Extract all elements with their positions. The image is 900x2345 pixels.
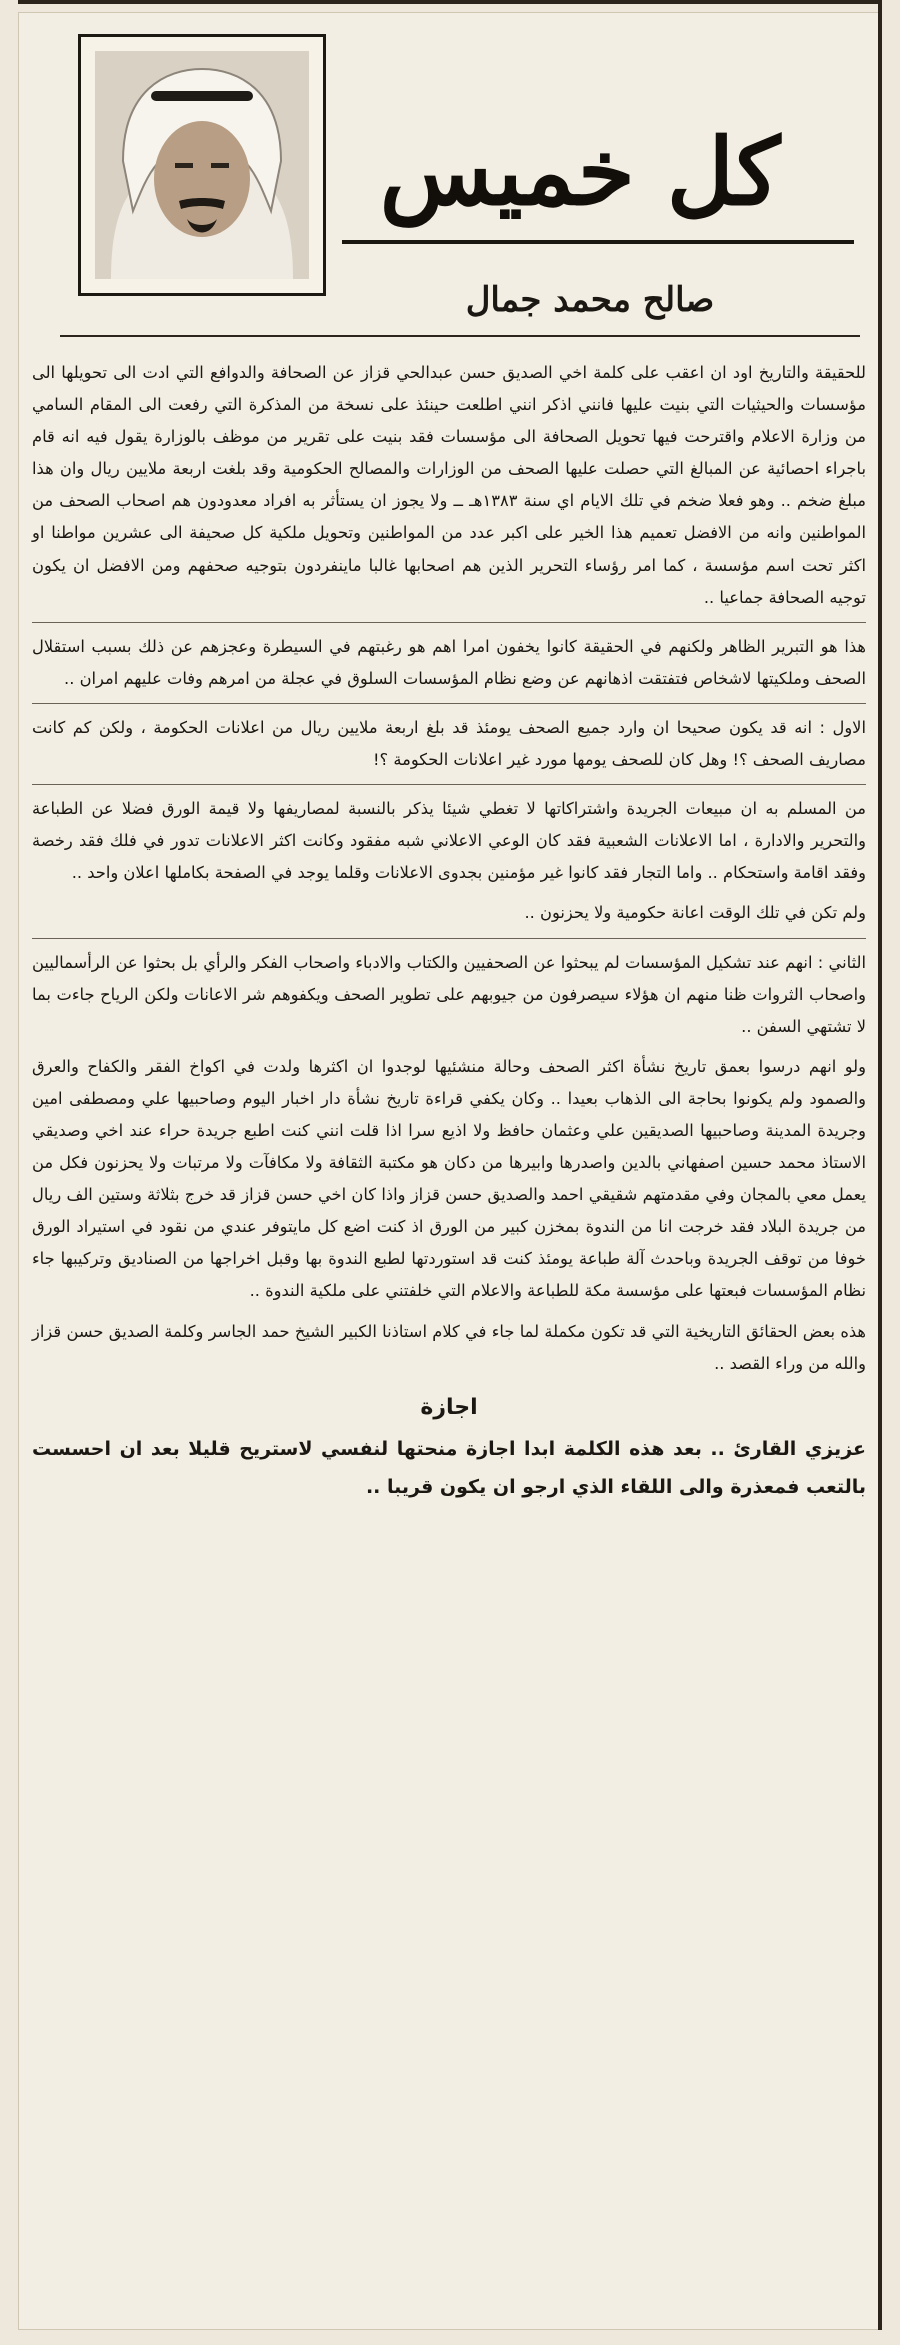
paragraph-divider xyxy=(32,622,866,623)
column-masthead xyxy=(60,28,860,353)
article-body xyxy=(32,357,866,1514)
paragraph-divider xyxy=(32,784,866,785)
paragraph-divider xyxy=(32,703,866,704)
article-paragraph: هذه بعض الحقائق التاريخية التي قد تكون مكملة لما جاء في كلام استاذنا الكبير الشيخ حمد الجاسر وكلمة الصديق حسن قزاز والله من وراء القصد .. xyxy=(32,1321,866,1373)
leave-heading: اجازة xyxy=(420,1394,478,1420)
author-photo-frame xyxy=(78,34,326,296)
article-paragraph: للحقيقة والتاريخ اود ان اعقب على كلمة اخي الصديق حسن عبدالحي قزاز عن الصحافة والدوافع التي ادت الى تحويلها الى مؤسسات والحيثيات التي بنيت عليها فانني اذكر انني اطلعت حينئذ على نسخة من المذكرة التي رفعت الى المقام السامي من وزارة الاعلام واقترحت فيها تحويل الصحافة الى مؤسسات فقد بنيت على تقرير من موظف بالوزارة يقول فيه انه قام باجراء احصائية عن المبالغ التي حصلت عليها الصحف من الوزارات والمصالح الحكومية وقد بلغت اربعة ملايين ريال وان هذا مبلغ ضخم .. وهو فعلا ضخم في تلك الايام اي سنة ١٣٨٣هـ ــ ولا يجوز ان يستأثر به افراد معدودون هم اصحاب الصحف من المواطنين وانه من الافضل تعميم هذا الخير على اكبر عدد من المواطنين وتحويل ملكية كل صحيفة الى عشرين مواطنا او اكثر تحت اسم مؤسسة ، كما امر رؤساء التحرير الذين هم اصحابها غالبا ماينفردون بتوجيه صحفهم ومن الافضل ان يكون توجيه الصحافة جماعيا .. xyxy=(32,363,866,607)
article-paragraph: ولو انهم درسوا بعمق تاريخ نشأة اكثر الصحف وحالة منشئيها لوجدوا ان اكثرها ولدت في اكواخ الفقر والكفاح والعرق والصمود ولم يكونوا بحاجة الى الذهاب بعيدا .. وكان يكفي قراءة تاريخ نشأة دار اخبار اليوم وصاحبيها علي ومصطفى امين وجريدة المدينة وصاحبيها الصديقين علي وعثمان حافظ ولا اذيع سرا اذا قلت انني كنت اطبع جريدة حراء عند اخي وصديقي الاستاذ محمد حسين اصفهاني بالدين واصدرها وابيرها من دكان هو مكتبة الثقافة ولا مكافآت ولا مرتبات ولا يحزنون فكل من يعمل معي بالمجان وفي مقدمتهم شقيقي احمد والصديق حسن قزاز واذا كان اخي حسن قزاز قد خرج بثلاثة وستين الف ريال من جريدة البلاد فقد خرجت انا من الندوة بمخزن كبير من الورق اذ كنت اضع كل مايتوفر عندي من نقود في استيراد الورق خوفا من توقف الجريدة وباحدث آلة طباعة يومئذ كنت قد استوردتها لطبع الندوة بها وقبل اخراجها من الصناديق وتركيبها جاء نظام المؤسسات فبعتها على مؤسسة مكة للطباعة والاعلام التي خلفتني على ملكية الندوة .. xyxy=(32,1056,866,1301)
clipping-right-border xyxy=(878,0,882,2330)
leave-notice: عزيزي القارئ .. بعد هذه الكلمة ابدا اجازة منحتها لنفسي لاستريح قليلا بعد ان احسست بالتعب فمعذرة والى اللقاء الذي ارجو ان يكون قريبا .. xyxy=(32,1437,866,1498)
column-title: كل خميس xyxy=(379,118,781,226)
byline-rule xyxy=(60,335,860,337)
paragraph-divider xyxy=(32,938,866,939)
author-portrait-icon xyxy=(95,51,309,279)
article-paragraph: هذا هو التبرير الظاهر ولكنهم في الحقيقة كانوا يخفون امرا اهم هو رغبتهم في السيطرة وعجزهم عن ذلك بسبب استقلال الصحف وملكيتها لاشخاص فتفتقت اذهانهم عن وضع نظام المؤسسات السلوق في عجلة من امرهم وفات عليهم امران .. xyxy=(32,636,866,688)
title-rule xyxy=(342,240,854,244)
author-byline: صالح محمد جمال xyxy=(465,280,715,320)
clipping-top-border xyxy=(18,0,880,4)
article-paragraph: من المسلم به ان مبيعات الجريدة واشتراكاتها لا تغطي شيئا يذكر بالنسبة لمصاريفها ولا قيمة الورق فضلا عن الطباعة والتحرير والادارة ، اما الاعلانات الشعبية فقد كان الوعي الاعلاني شبه مفقود وكانت اكثر الاعلانات تدور في فلك فقد رخصة وفقد اقامة واستحكام .. واما التجار فقد كانوا غير مؤمنين بجدوى الاعلانات وقلما يوجد في الصفحة بكاملها اعلان واحد .. xyxy=(32,799,866,883)
article-paragraph: ولم تكن في تلك الوقت اعانة حكومية ولا يحزنون .. xyxy=(524,903,866,923)
article-paragraph: الثاني : انهم عند تشكيل المؤسسات لم يبحثوا عن الصحفيين والكتاب والادباء واصحاب الفكر والرأي بل بحثوا عن الرأسماليين واصحاب الثروات ظنا منهم ان هؤلاء سيصرفون من جيوبهم على تطوير الصحف ويكفوهم شر الاعانات ولكن الرياح جاءت بما لا تشتهي السفن .. xyxy=(32,952,866,1036)
article-paragraph: الاول : انه قد يكون صحيحا ان وارد جميع الصحف يومئذ قد بلغ اربعة ملايين ريال من اعلانات الحكومة ، ولكن كم كانت مصاريف الصحف ؟! وهل كان للصحف يومها مورد غير اعلانات الحكومة ؟! xyxy=(32,717,866,770)
